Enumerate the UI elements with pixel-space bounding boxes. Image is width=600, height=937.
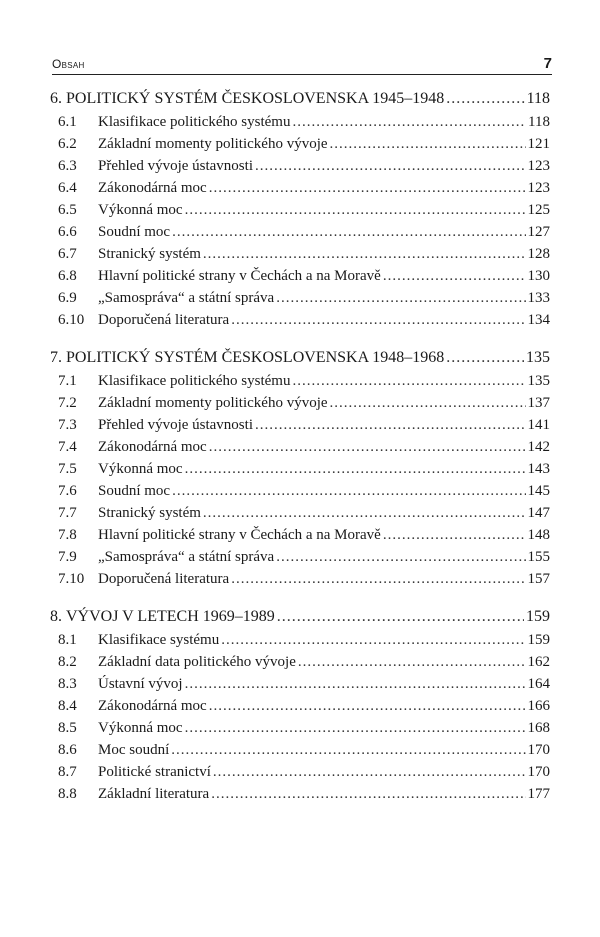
entry-title: „Samospráva“ a státní správa (98, 290, 275, 306)
entry-title: Zákonodárná moc (98, 698, 207, 714)
toc-entry[interactable] (50, 786, 550, 808)
entry-number: 7.2 (58, 395, 77, 411)
dot-leader (298, 654, 526, 671)
entry-page: 143 (527, 461, 550, 477)
chapter-title: VÝVOJ V LETECH 1969–1989 (66, 608, 275, 625)
entry-number: 8.5 (58, 720, 77, 736)
toc-entry[interactable] (50, 312, 550, 334)
entry-page: 142 (527, 439, 550, 455)
entry-number: 8.1 (58, 632, 77, 648)
entry-number: 6.4 (58, 180, 77, 196)
entry-title: Přehled vývoje ústavnosti (98, 158, 253, 174)
toc-entry[interactable] (50, 114, 550, 136)
entry-number: 8.6 (58, 742, 77, 758)
entry-number: 6.5 (58, 202, 77, 218)
toc-entry[interactable] (50, 202, 550, 224)
entry-page: 170 (527, 742, 550, 758)
entry-title: Klasifikace politického systému (98, 114, 291, 130)
entry-page: 123 (527, 180, 550, 196)
entry-page: 125 (527, 202, 550, 218)
entry-title: Výkonná moc (98, 461, 183, 477)
entry-title: Doporučená literatura (98, 312, 230, 328)
toc-chapter-heading[interactable] (50, 608, 550, 632)
toc-entry[interactable] (50, 417, 550, 439)
entry-number: 6.7 (58, 246, 77, 262)
dot-leader (292, 373, 525, 390)
chapter-number: 8. (50, 608, 62, 625)
entry-page: 168 (527, 720, 550, 736)
entry-title: Doporučená literatura (98, 571, 230, 587)
entry-title: Výkonná moc (98, 720, 183, 736)
dot-leader (330, 136, 526, 153)
table-of-contents (50, 90, 550, 823)
entry-number: 7.6 (58, 483, 77, 499)
entry-number: 8.3 (58, 676, 77, 692)
dot-leader (276, 549, 525, 566)
dot-leader (213, 764, 526, 781)
toc-section (50, 349, 550, 593)
toc-entry[interactable] (50, 571, 550, 593)
chapter-page: 135 (526, 349, 550, 366)
entry-page: 121 (527, 136, 550, 152)
entry-number: 7.8 (58, 527, 77, 543)
entry-page: 134 (527, 312, 550, 328)
dot-leader (446, 90, 524, 108)
entry-number: 8.4 (58, 698, 77, 714)
entry-title: Klasifikace systému (98, 632, 220, 648)
dot-leader (209, 698, 526, 715)
toc-entry[interactable] (50, 180, 550, 202)
entry-page: 147 (527, 505, 550, 521)
entry-number: 6.9 (58, 290, 77, 306)
entry-title: Moc soudní (98, 742, 170, 758)
entry-page: 135 (527, 373, 550, 389)
entry-number: 8.2 (58, 654, 77, 670)
entry-title: Soudní moc (98, 224, 171, 240)
entry-page: 170 (527, 764, 550, 780)
entry-number: 7.1 (58, 373, 77, 389)
entry-title: Klasifikace politického systému (98, 373, 291, 389)
chapter-number: 7. (50, 349, 62, 366)
toc-entry[interactable] (50, 742, 550, 764)
entry-title: Základní momenty politického vývoje (98, 136, 328, 152)
dot-leader (383, 268, 526, 285)
toc-entry[interactable] (50, 527, 550, 549)
entry-page: 162 (527, 654, 550, 670)
entry-number: 7.5 (58, 461, 77, 477)
entry-title: Základní literatura (98, 786, 210, 802)
toc-section (50, 90, 550, 334)
dot-leader (276, 290, 525, 307)
chapter-number: 6. (50, 90, 62, 107)
dot-leader (172, 224, 525, 241)
page-header (52, 52, 552, 75)
entry-title: Základní data politického vývoje (98, 654, 296, 670)
toc-entry[interactable] (50, 439, 550, 461)
entry-page: 141 (527, 417, 550, 433)
entry-title: Stranický systém (98, 505, 201, 521)
entry-page: 133 (527, 290, 550, 306)
entry-title: Základní momenty politického vývoje (98, 395, 328, 411)
entry-title: Výkonná moc (98, 202, 183, 218)
toc-entry[interactable] (50, 505, 550, 527)
dot-leader (277, 608, 524, 626)
toc-entry[interactable] (50, 720, 550, 742)
entry-number: 6.3 (58, 158, 77, 174)
toc-entry[interactable] (50, 549, 550, 571)
toc-section (50, 608, 550, 808)
entry-title: Hlavní politické strany v Čechách a na Moravě (98, 527, 381, 543)
dot-leader (203, 246, 526, 263)
chapter-page: 159 (526, 608, 550, 625)
entry-page: 123 (527, 158, 550, 174)
dot-leader (209, 180, 526, 197)
entry-page: 128 (527, 246, 550, 262)
toc-entry[interactable] (50, 764, 550, 786)
toc-entry[interactable] (50, 632, 550, 654)
page-number: 7 (543, 55, 552, 72)
entry-title: Soudní moc (98, 483, 171, 499)
dot-leader (172, 483, 525, 500)
toc-entry[interactable] (50, 676, 550, 698)
entry-title: „Samospráva“ a státní správa (98, 549, 275, 565)
dot-leader (185, 720, 526, 737)
dot-leader (446, 349, 524, 367)
entry-title: Stranický systém (98, 246, 201, 262)
entry-page: 166 (527, 698, 550, 714)
toc-entry[interactable] (50, 483, 550, 505)
toc-chapter-heading[interactable] (50, 349, 550, 373)
dot-leader (185, 676, 526, 693)
toc-entry[interactable] (50, 395, 550, 417)
entry-number: 8.7 (58, 764, 77, 780)
dot-leader (231, 312, 525, 329)
entry-number: 7.7 (58, 505, 77, 521)
entry-number: 7.9 (58, 549, 77, 565)
dot-leader (171, 742, 525, 759)
entry-page: 127 (527, 224, 550, 240)
dot-leader (221, 632, 525, 649)
entry-title: Přehled vývoje ústavnosti (98, 417, 253, 433)
entry-title: Ústavní vývoj (98, 676, 183, 692)
toc-entry[interactable] (50, 373, 550, 395)
entry-page: 118 (528, 114, 550, 130)
entry-page: 130 (527, 268, 550, 284)
dot-leader (209, 439, 526, 456)
entry-page: 145 (527, 483, 550, 499)
chapter-title: POLITICKÝ SYSTÉM ČESKOSLOVENSKA 1948–1968 (66, 349, 445, 366)
dot-leader (185, 202, 526, 219)
dot-leader (231, 571, 525, 588)
dot-leader (330, 395, 526, 412)
toc-entry[interactable] (50, 158, 550, 180)
entry-page: 177 (527, 786, 550, 802)
toc-entry[interactable] (50, 698, 550, 720)
entry-title: Hlavní politické strany v Čechách a na Moravě (98, 268, 381, 284)
entry-page: 155 (527, 549, 550, 565)
dot-leader (203, 505, 526, 522)
entry-number: 6.10 (58, 312, 85, 328)
entry-number: 6.1 (58, 114, 77, 130)
entry-title: Zákonodárná moc (98, 439, 207, 455)
toc-entry[interactable] (50, 224, 550, 246)
entry-number: 8.8 (58, 786, 77, 802)
dot-leader (211, 786, 525, 803)
dot-leader (185, 461, 526, 478)
entry-number: 6.6 (58, 224, 77, 240)
dot-leader (255, 158, 526, 175)
entry-number: 7.3 (58, 417, 77, 433)
chapter-title: POLITICKÝ SYSTÉM ČESKOSLOVENSKA 1945–1948 (66, 90, 445, 107)
toc-entry[interactable] (50, 268, 550, 290)
entry-page: 137 (527, 395, 550, 411)
entry-number: 6.8 (58, 268, 77, 284)
toc-entry[interactable] (50, 654, 550, 676)
toc-entry[interactable] (50, 246, 550, 268)
entry-title: Politické stranictví (98, 764, 211, 780)
chapter-page: 118 (526, 90, 550, 107)
toc-chapter-heading[interactable] (50, 90, 550, 114)
entry-page: 148 (527, 527, 550, 543)
toc-entry[interactable] (50, 136, 550, 158)
entry-title: Zákonodárná moc (98, 180, 207, 196)
dot-leader (292, 114, 526, 131)
entry-page: 157 (527, 571, 550, 587)
entry-page: 159 (527, 632, 550, 648)
dot-leader (255, 417, 526, 434)
toc-entry[interactable] (50, 290, 550, 312)
running-head-title: Obsah (52, 57, 85, 71)
toc-entry[interactable] (50, 461, 550, 483)
entry-number: 7.4 (58, 439, 77, 455)
entry-number: 7.10 (58, 571, 85, 587)
entry-page: 164 (527, 676, 550, 692)
entry-number: 6.2 (58, 136, 77, 152)
dot-leader (383, 527, 526, 544)
